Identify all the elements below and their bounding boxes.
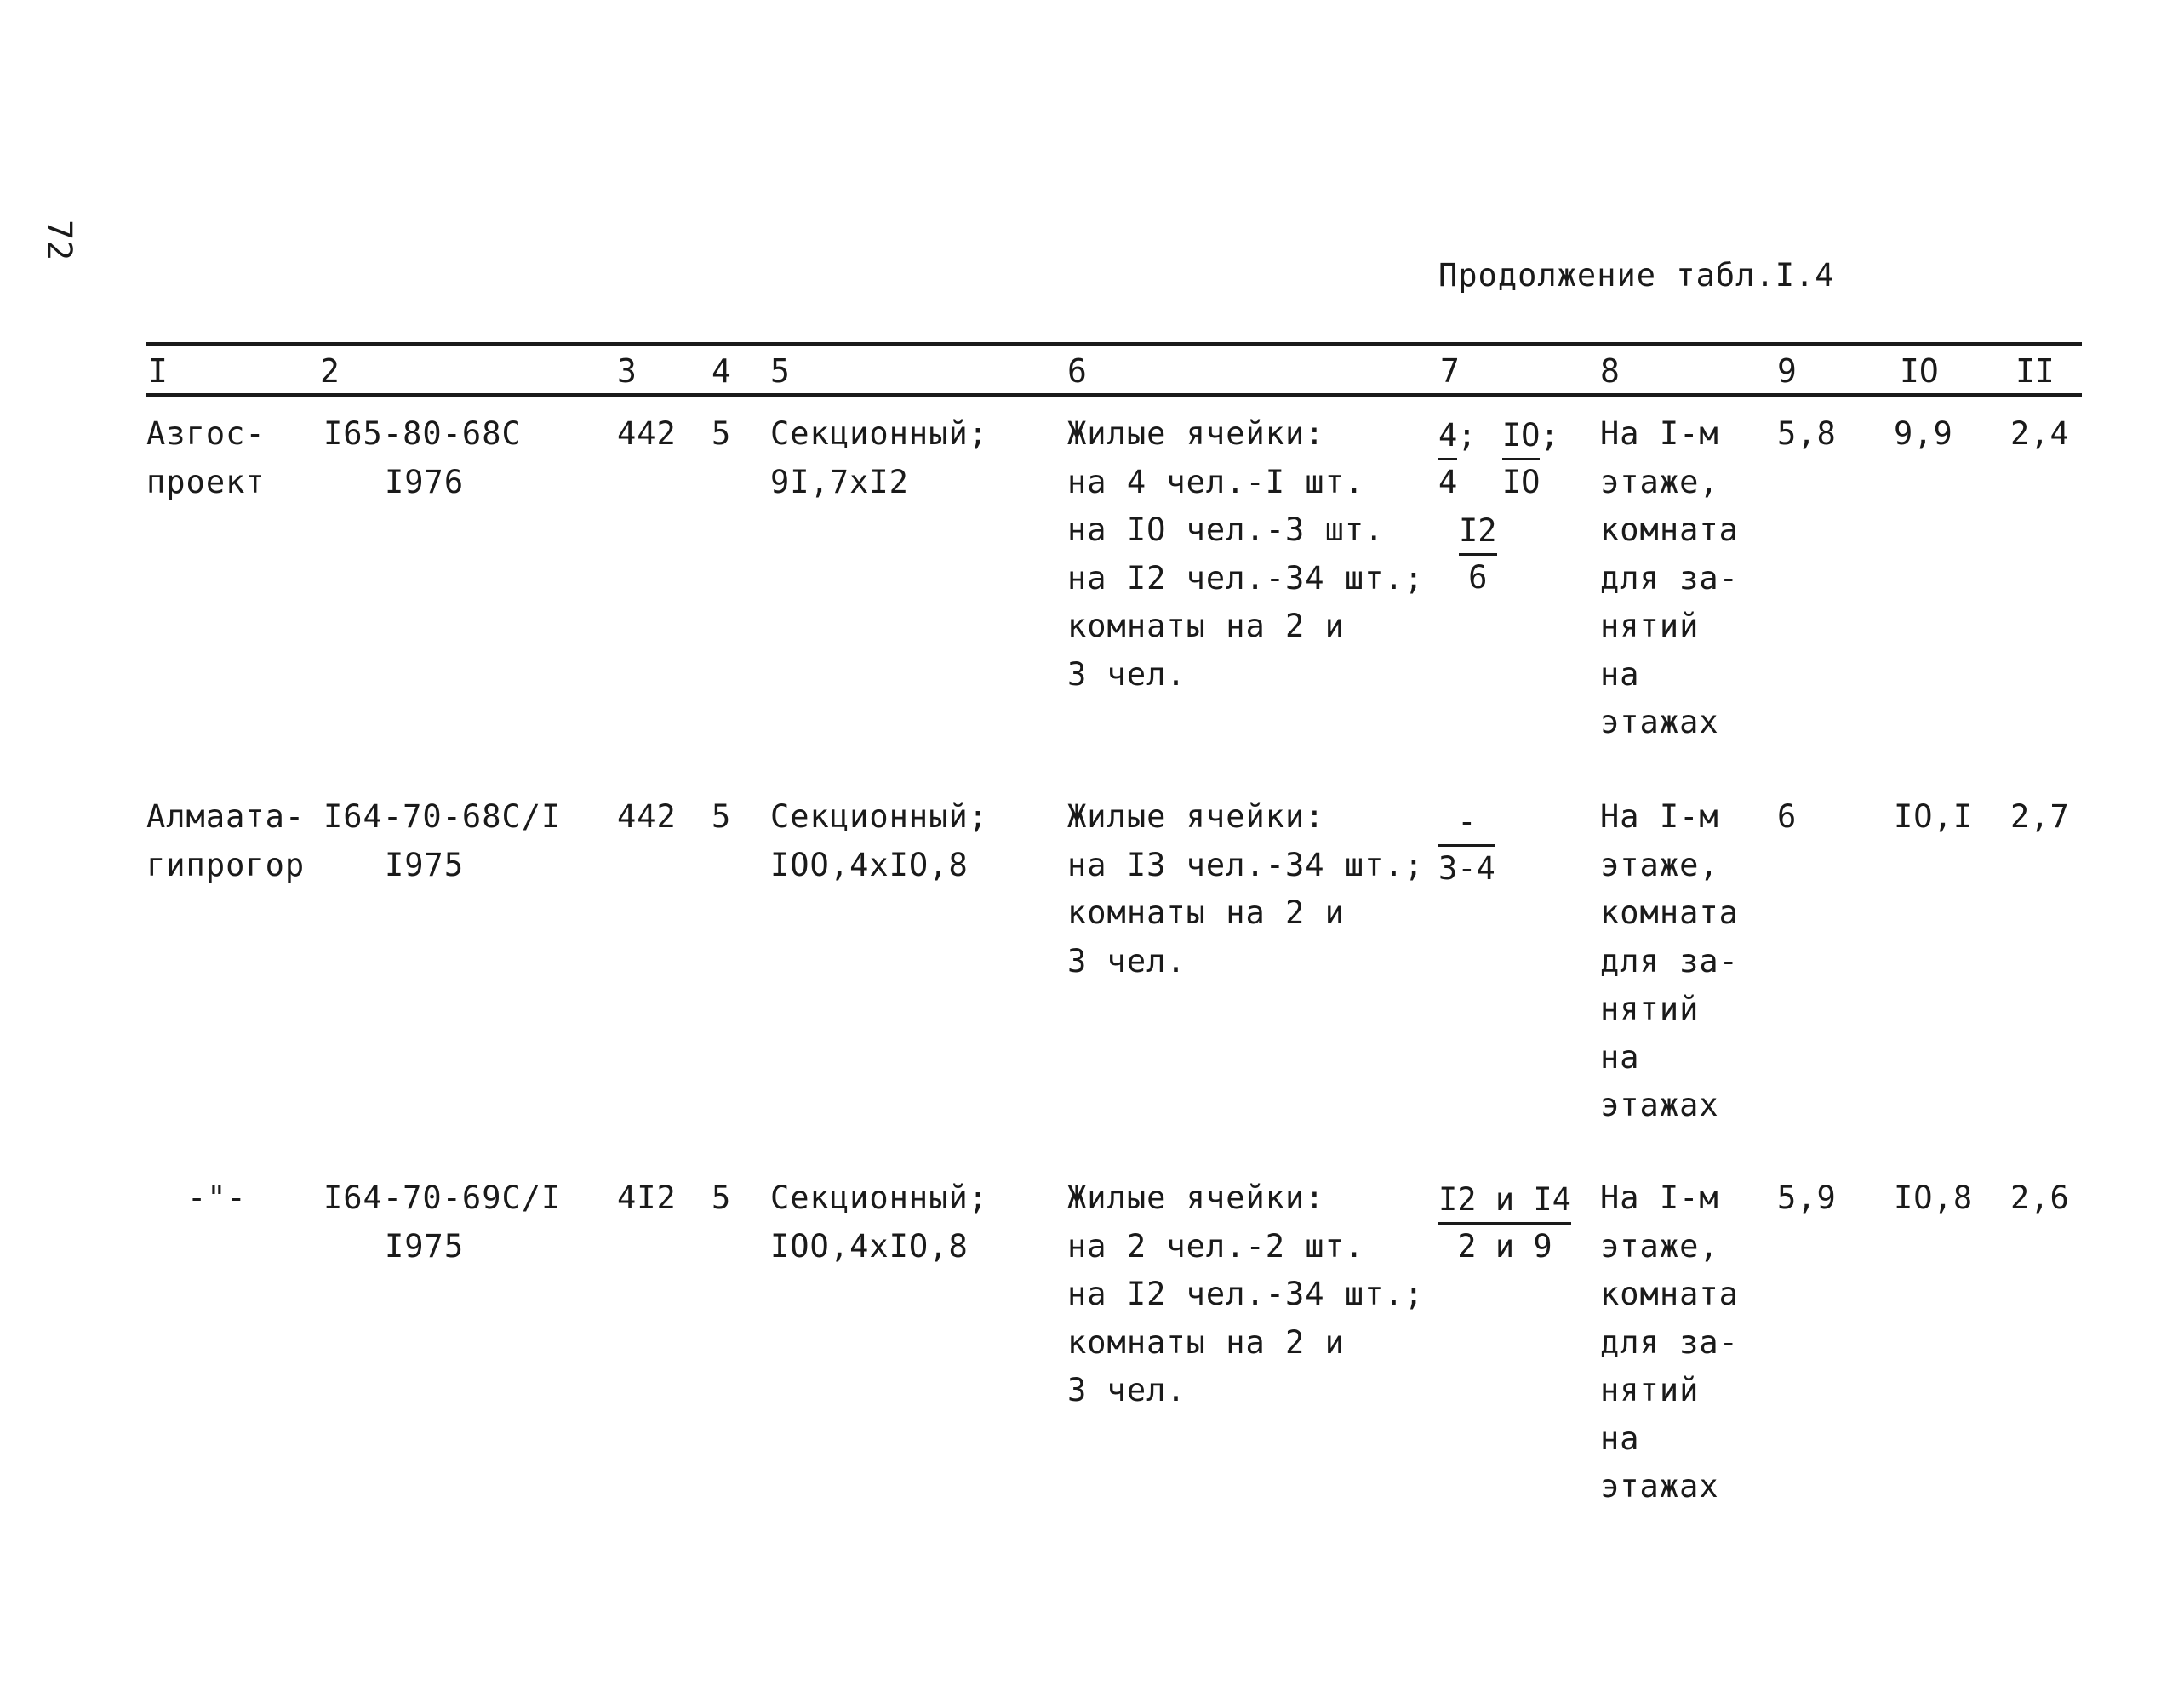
row3-col6-line: 3 чел. bbox=[1067, 1372, 1186, 1408]
row1-col10: 9,9 bbox=[1894, 415, 1953, 452]
row3-project-year: I975 bbox=[385, 1227, 465, 1265]
row3-col8-line: этажах bbox=[1600, 1468, 1719, 1505]
row1-org-line: проект bbox=[146, 463, 266, 500]
row2-col6-line: комнаты на 2 и bbox=[1067, 894, 1345, 931]
row2-col8-line: нятий bbox=[1600, 991, 1700, 1027]
row1-col8 bbox=[1600, 410, 1739, 747]
row3-col5 bbox=[770, 1174, 988, 1271]
row1-col8-line: комната bbox=[1600, 511, 1739, 548]
row1-col6-line: на IO чел.-3 шт. bbox=[1067, 511, 1385, 548]
row2-project bbox=[323, 793, 561, 889]
row3-col8-line: На I-м bbox=[1600, 1180, 1719, 1216]
row2-col8-line: комната bbox=[1600, 894, 1739, 931]
row1-col6-line: на 4 чел.-I шт. bbox=[1067, 463, 1365, 500]
row1-col6-line: комнаты на 2 и bbox=[1067, 608, 1345, 644]
row1-col11: 2,4 bbox=[2010, 415, 2070, 452]
row1-col8-line: на bbox=[1600, 655, 1640, 693]
row1-col7-fraction-c: $\frac{I2}{6}$ bbox=[1459, 509, 1497, 600]
row1-col8-line: На I-м bbox=[1600, 415, 1719, 452]
row1-col7-fraction-b: $\frac{IO}{IO}$ bbox=[1502, 414, 1541, 505]
row1-col5 bbox=[770, 410, 988, 506]
row1-col8-line: нятий bbox=[1600, 608, 1700, 644]
row1-project-code: I65-80-68C bbox=[323, 415, 522, 452]
row2-col8-line: этаже, bbox=[1600, 846, 1719, 883]
col-header-5: 5 bbox=[770, 352, 790, 390]
row2-col5-line: IOO,4xIO,8 bbox=[770, 846, 969, 883]
row3-col6-line: Жилые ячейки: bbox=[1067, 1180, 1325, 1216]
col-header-1: I bbox=[148, 352, 168, 390]
row2-col9: 6 bbox=[1777, 798, 1798, 835]
row2-org-line: Алмаата- bbox=[146, 798, 306, 835]
col-header-8: 8 bbox=[1600, 352, 1620, 390]
table-top-rule bbox=[146, 342, 2082, 346]
row3-col8-line: комната bbox=[1600, 1276, 1739, 1312]
row3-project-code: I64-70-69C/I bbox=[323, 1180, 562, 1216]
table-caption: Продолжение табл.I.4 bbox=[1438, 257, 1835, 294]
page-number: 72 bbox=[39, 220, 78, 261]
row2-col6-line: на I3 чел.-34 шт.; bbox=[1067, 846, 1424, 883]
col-header-10: IO bbox=[1900, 352, 1939, 390]
row2-organization bbox=[146, 793, 305, 889]
row3-col5-line: IOO,4xIO,8 bbox=[770, 1227, 969, 1265]
row1-project-year: I976 bbox=[385, 463, 465, 500]
row1-col8-line: этаже, bbox=[1600, 463, 1719, 500]
row2-col6-line: Жилые ячейки: bbox=[1067, 798, 1325, 835]
row3-col6-line: на I2 чел.-34 шт.; bbox=[1067, 1276, 1424, 1312]
row1-col3: 442 bbox=[617, 415, 677, 452]
row3-col8-line: этаже, bbox=[1600, 1227, 1719, 1265]
row1-project bbox=[323, 410, 522, 506]
row2-col8-line: на bbox=[1600, 1038, 1640, 1076]
row1-org-line: Азгос- bbox=[146, 415, 266, 452]
col-header-4: 4 bbox=[712, 352, 731, 390]
row2-col4: 5 bbox=[712, 798, 732, 835]
row1-col5-line: Секционный; bbox=[770, 415, 989, 452]
row2-org-line: гипрогор bbox=[146, 846, 306, 883]
col-header-9: 9 bbox=[1777, 352, 1797, 390]
row2-col8-line: для за- bbox=[1600, 942, 1739, 980]
col-header-3: 3 bbox=[617, 352, 637, 390]
row3-col3: 4I2 bbox=[617, 1180, 677, 1216]
row2-project-year: I975 bbox=[385, 846, 465, 883]
row3-col9: 5,9 bbox=[1777, 1180, 1837, 1216]
col-header-6: 6 bbox=[1067, 352, 1087, 390]
row3-col6-line: на 2 чел.-2 шт. bbox=[1067, 1227, 1365, 1265]
row1-col9: 5,8 bbox=[1777, 415, 1837, 452]
row2-col7-fraction: - 3-4 bbox=[1438, 800, 1495, 891]
row1-col6 bbox=[1067, 410, 1424, 699]
row3-col11: 2,6 bbox=[2010, 1180, 2070, 1216]
row2-col5-line: Секционный; bbox=[770, 798, 989, 835]
row3-project bbox=[323, 1174, 561, 1271]
row2-col5 bbox=[770, 793, 988, 889]
table-header-rule bbox=[146, 393, 2082, 397]
row3-col8-line: нятий bbox=[1600, 1372, 1700, 1408]
row3-col8-line: на bbox=[1600, 1420, 1640, 1457]
row1-col7-fraction-a: $\frac{4}{4}$ bbox=[1438, 414, 1457, 505]
row3-org-ditto: -"- bbox=[187, 1180, 247, 1216]
row1-col6-line: 3 чел. bbox=[1067, 655, 1186, 693]
row1-organization bbox=[146, 410, 266, 506]
row1-col4: 5 bbox=[712, 415, 732, 452]
row3-col4: 5 bbox=[712, 1180, 732, 1216]
row2-col6-line: 3 чел. bbox=[1067, 942, 1186, 980]
row3-col8-line: для за- bbox=[1600, 1323, 1739, 1361]
row2-col8 bbox=[1600, 793, 1739, 1130]
row2-col8-line: На I-м bbox=[1600, 798, 1719, 835]
row3-col10: IO,8 bbox=[1894, 1180, 1974, 1216]
row2-col8-line: этажах bbox=[1600, 1087, 1719, 1123]
row3-organization bbox=[187, 1174, 247, 1223]
row3-col5-line: Секционный; bbox=[770, 1180, 989, 1216]
col-header-11: II bbox=[2015, 352, 2055, 390]
row1-col7-separator: ; bbox=[1457, 417, 1477, 454]
row1-col6-line: Жилые ячейки: bbox=[1067, 415, 1325, 452]
row1-col5-line: 9I,7xI2 bbox=[770, 463, 909, 500]
row1-col6-line: на I2 чел.-34 шт.; bbox=[1067, 559, 1424, 597]
row2-project-code: I64-70-68C/I bbox=[323, 798, 562, 835]
row1-col7-separator: ; bbox=[1540, 417, 1559, 454]
row1-col8-line: для за- bbox=[1600, 559, 1739, 597]
row2-col10: IO,I bbox=[1894, 798, 1974, 835]
row2-col11: 2,7 bbox=[2010, 798, 2070, 835]
row3-col6 bbox=[1067, 1174, 1424, 1415]
row2-col3: 442 bbox=[617, 798, 677, 835]
col-header-2: 2 bbox=[320, 352, 340, 390]
row3-col8 bbox=[1600, 1174, 1739, 1511]
row1-col7-fractions bbox=[1438, 414, 1559, 505]
row1-col8-line: этажах bbox=[1600, 704, 1719, 740]
col-header-7: 7 bbox=[1440, 352, 1460, 390]
row3-col7-fraction: I2 и I4 2 и 9 bbox=[1438, 1178, 1571, 1269]
row2-col6 bbox=[1067, 793, 1424, 985]
row3-col6-line: комнаты на 2 и bbox=[1067, 1323, 1345, 1361]
